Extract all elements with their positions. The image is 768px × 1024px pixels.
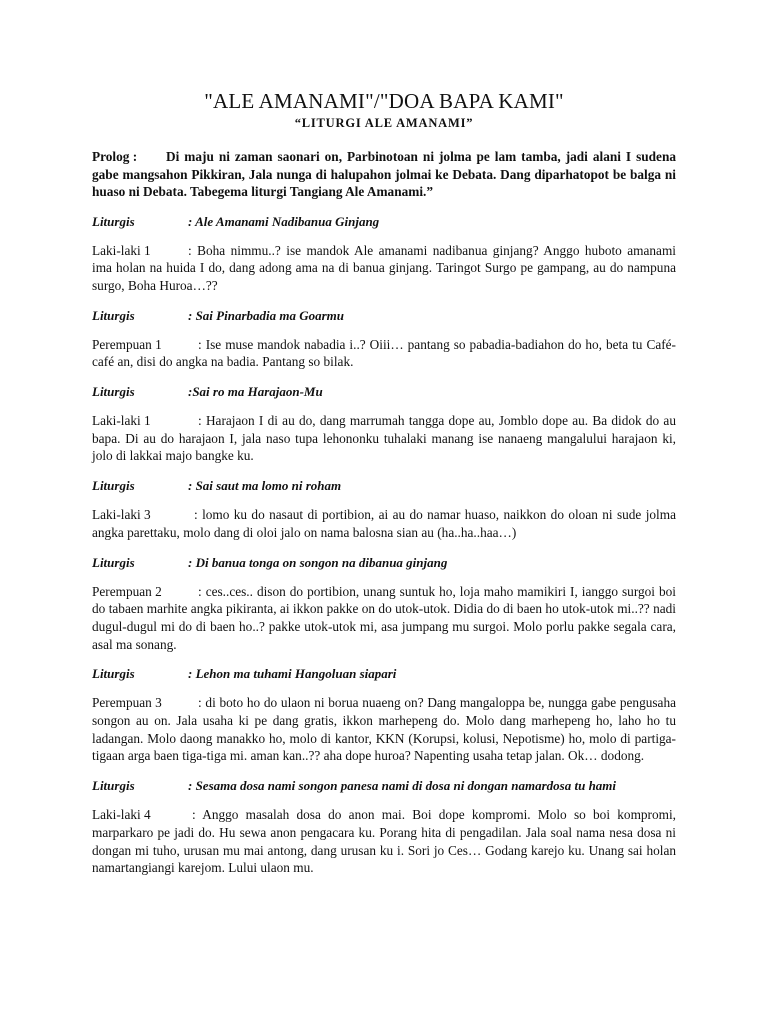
response-paragraph	[92, 694, 676, 765]
speaker-label: Perempuan 2	[92, 583, 162, 599]
liturgis-line	[92, 477, 676, 494]
liturgis-label: Liturgis	[92, 384, 135, 400]
response-paragraph	[92, 583, 676, 654]
liturgis-text: : Di banua tonga on songon na dibanua ginjang	[188, 554, 448, 570]
liturgy-sections	[92, 213, 676, 877]
response-paragraph	[92, 242, 676, 295]
response-text: : Boha nimmu..? ise mandok Ale amanami nadibanua ginjang? Anggo huboto amanami ima holan na huida I do, dang adong ama na di banua ginjang. Taringot Surgo pe gampang, au do nampuna surgo, Boha Huroa…??	[92, 242, 676, 293]
liturgis-line	[92, 777, 676, 794]
response-paragraph	[92, 806, 676, 877]
liturgis-text: :Sai ro ma Harajaon-Mu	[188, 384, 323, 400]
response-text: : Harajaon I di au do, dang marrumah tangga dope au, Jomblo dope au. Ba didok do au bapa. Di au do harajaon I, jala naso tupa lehononku tuhalaki manang ise nanaeng mangalului harajaon ki, jolo di lakkai majo bangke ku.	[92, 413, 676, 464]
liturgis-label: Liturgis	[92, 307, 135, 323]
speaker-label: Laki-laki 1	[92, 413, 151, 429]
document-subtitle: “LITURGI ALE AMANAMI”	[294, 116, 474, 130]
liturgis-label: Liturgis	[92, 554, 135, 570]
speaker-label: Laki-laki 4	[92, 807, 151, 823]
liturgis-label: Liturgis	[92, 778, 135, 794]
response-paragraph	[92, 412, 676, 465]
liturgis-text: : Ale Amanami Nadibanua Ginjang	[188, 213, 380, 229]
document-page	[92, 88, 676, 877]
speaker-label: Perempuan 1	[92, 336, 162, 352]
document-title: "ALE AMANAMI"/"DOA BAPA KAMI"	[204, 89, 564, 113]
prolog-text: Di maju ni zaman saonari on, Parbinotoan ni jolma pe lam tamba, jadi alani I sudena gabe mangsahon Pikkiran, Jala nunga di halupahon jolmai ke Debata. Dang diparhatopot be balga ni huaso ni Debata. Tabegema liturgi Tangiang Ale Amanami.”	[92, 149, 676, 199]
response-text: : Ise muse mandok nabadia i..? Oiii… pantang so pabadia-badiahon do ho, beta tu Café-café an, disi do angka na badia. Pantang so bilak.	[92, 336, 676, 370]
response-paragraph	[92, 336, 676, 371]
liturgis-line	[92, 383, 676, 400]
liturgis-label: Liturgis	[92, 478, 135, 494]
liturgis-line	[92, 665, 676, 682]
speaker-label: Laki-laki 3	[92, 507, 151, 523]
liturgis-text: : Lehon ma tuhami Hangoluan siapari	[188, 666, 397, 682]
liturgis-label: Liturgis	[92, 666, 135, 682]
speaker-label: Laki-laki 1	[92, 242, 151, 258]
response-paragraph	[92, 506, 676, 541]
liturgis-line	[92, 307, 676, 324]
response-text: : lomo ku do nasaut di portibion, ai au do namar huaso, naikkon do oloan ni sude jolma angka parettaku, molo dang di oloi jalo on nama balosna sian au (ha..ha..haa…)	[92, 507, 676, 540]
response-text: : ces..ces.. dison do portibion, unang suntuk ho, loja maho mamikiri I, ianggo surgoi boi do tabaen marhite angka pikiranta, ai ikkon pakke on do utok-utok. Didia do di baen ho utok-utok mi..?? nadi dugul-dugul mi do di baen ho..? pakke utok-utok mi, asa jumpang mu surgoi. Molo porlu pakke segala cara, asal ma sonang.	[92, 583, 676, 652]
liturgis-text: : Sai saut ma lomo ni roham	[188, 478, 342, 494]
liturgis-text: : Sesama dosa nami songon panesa nami di dosa ni dongan namardosa tu hami	[188, 778, 617, 794]
prolog-paragraph	[92, 148, 676, 201]
speaker-label: Perempuan 3	[92, 695, 162, 711]
response-text: : Anggo masalah dosa do anon mai. Boi dope kompromi. Molo so boi kompromi, marparkaro pe jadi do. Hu sewa anon pengacara ku. Porang hita di pengadilan. Jala soal nama nesa dosa ni dongan mi tuho, urusan mu mai antong, dang urusan ku i. Sori jo Ces… Godang karejo ku. Unang sai holan namartangiangi karejom. Lului ulaon mu.	[92, 807, 676, 876]
liturgis-text: : Sai Pinarbadia ma Goarmu	[188, 307, 345, 323]
prolog-label: Prolog :	[92, 149, 138, 164]
response-text: : di boto ho do ulaon ni borua nuaeng on? Dang mangaloppa be, nungga gabe pengusaha songon au on. Jala usaha ki pe dang gratis, ikkon marhepeng do. Molo dang marhepeng ho, laho ho tu ladangan. Molo daong manakko ho, molo di kantor, KKN (Korupsi, kolusi, Nepotisme) ho, molo di partiga-tigaan arga baen tiga-tiga mi. aman kan..?? aha dope huroa? Napenting usaha tetap jalan. Ok… dodong.	[92, 695, 676, 764]
liturgis-label: Liturgis	[92, 213, 135, 229]
liturgis-line	[92, 554, 676, 571]
liturgis-line	[92, 213, 676, 230]
